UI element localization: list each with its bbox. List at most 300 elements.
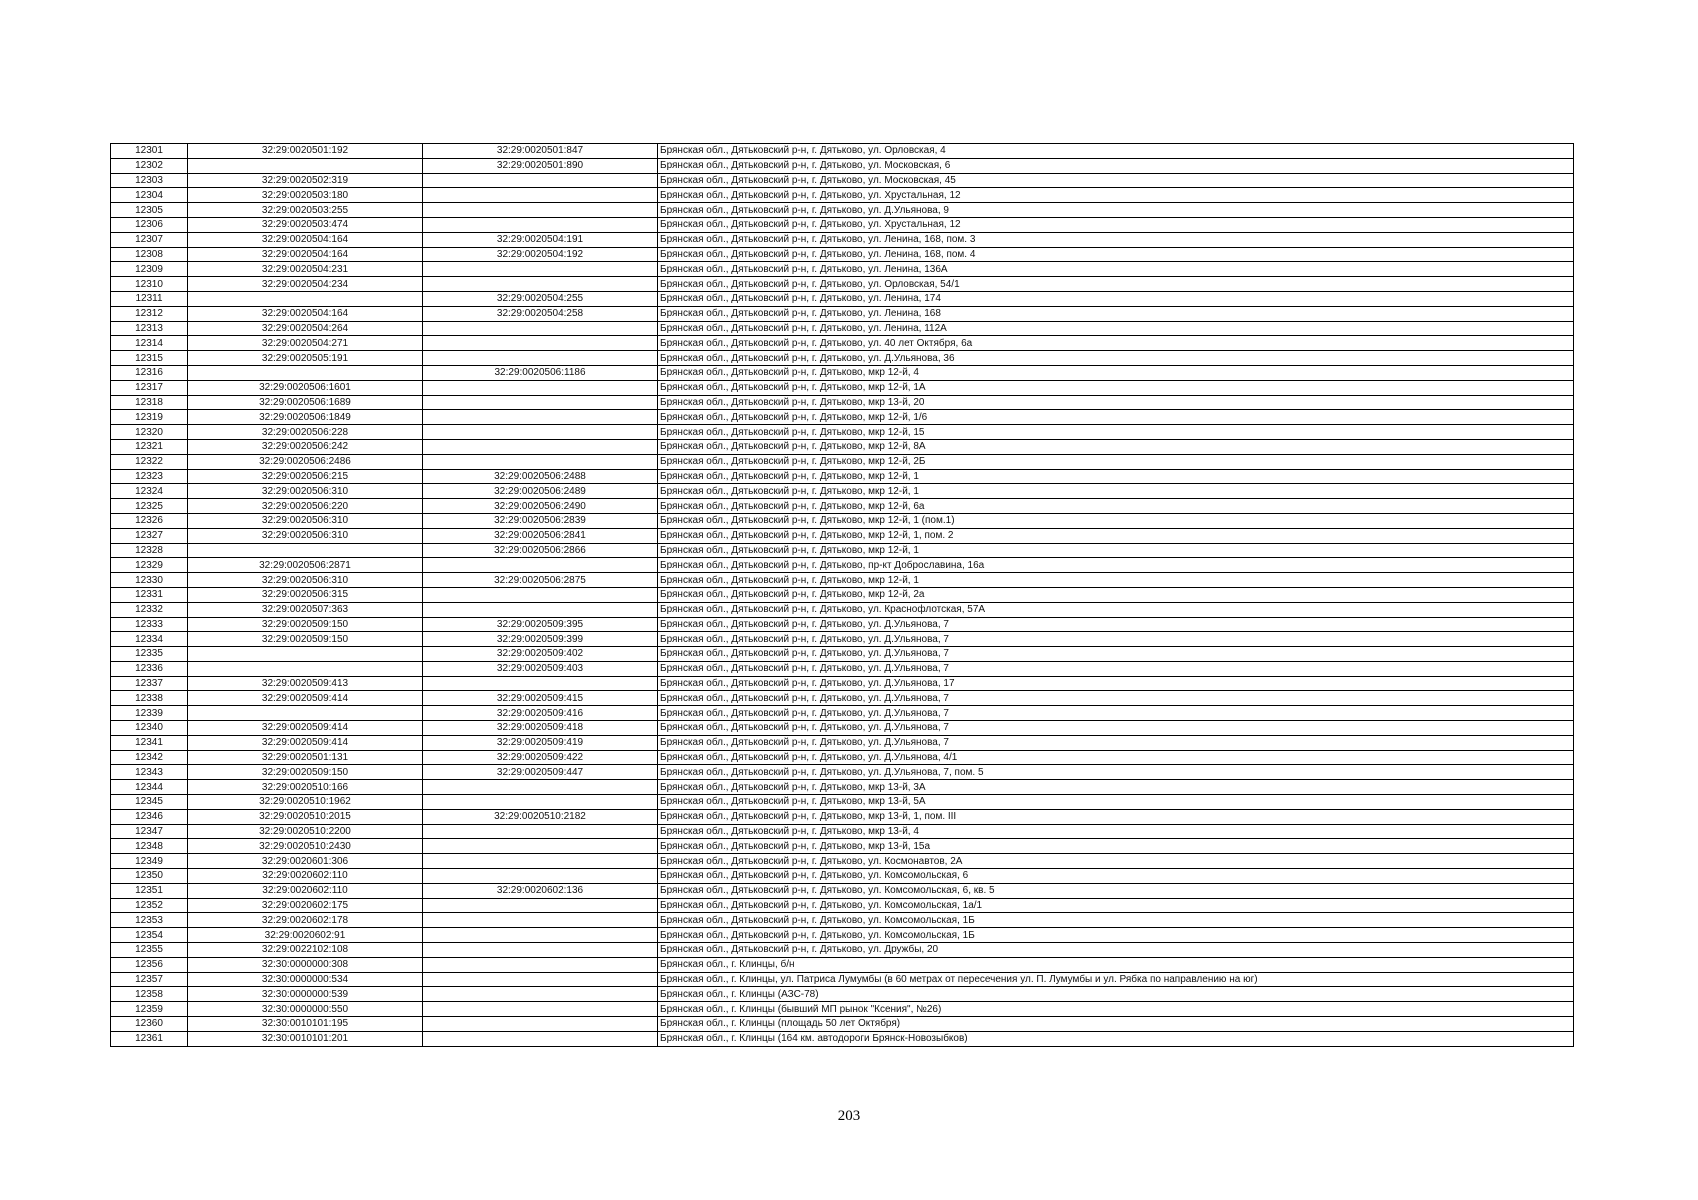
object-number-cell (423, 217, 658, 232)
object-number-cell (423, 854, 658, 869)
cadastral-number-cell: 32:29:0020506:310 (188, 573, 423, 588)
table-row (111, 573, 1574, 588)
address-cell: Брянская обл., Дятьковский р-н, г. Дятьково, ул. Хрустальная, 12 (658, 217, 1574, 232)
address-cell: Брянская обл., Дятьковский р-н, г. Дятьково, ул. Ленина, 168, пом. 3 (658, 232, 1574, 247)
row-number-cell: 12306 (111, 217, 188, 232)
row-number-cell: 12307 (111, 232, 188, 247)
table-row (111, 558, 1574, 573)
table-row (111, 262, 1574, 277)
row-number-cell: 12353 (111, 913, 188, 928)
address-cell: Брянская обл., Дятьковский р-н, г. Дятьково, ул. Д.Ульянова, 7 (658, 706, 1574, 721)
row-number-cell: 12329 (111, 558, 188, 573)
row-number-cell: 12334 (111, 632, 188, 647)
object-number-cell (423, 395, 658, 410)
object-number-cell: 32:29:0020509:416 (423, 706, 658, 721)
table-row (111, 647, 1574, 662)
address-cell: Брянская обл., Дятьковский р-н, г. Дятьково, мкр 13-й, 3А (658, 780, 1574, 795)
object-number-cell (423, 336, 658, 351)
table-row (111, 869, 1574, 884)
row-number-cell: 12359 (111, 1002, 188, 1017)
cadastral-number-cell: 32:29:0020602:110 (188, 883, 423, 898)
object-number-cell: 32:29:0020509:399 (423, 632, 658, 647)
table-row (111, 543, 1574, 558)
address-cell: Брянская обл., Дятьковский р-н, г. Дятьково, мкр 12-й, 6а (658, 499, 1574, 514)
cadastral-number-cell: 32:29:0020510:2430 (188, 839, 423, 854)
row-number-cell: 12351 (111, 883, 188, 898)
row-number-cell: 12304 (111, 188, 188, 203)
cadastral-number-cell: 32:29:0020504:164 (188, 247, 423, 262)
address-cell: Брянская обл., Дятьковский р-н, г. Дятьково, мкр 13-й, 5А (658, 795, 1574, 810)
cadastral-number-cell: 32:29:0020601:306 (188, 854, 423, 869)
object-number-cell (423, 203, 658, 218)
address-cell: Брянская обл., Дятьковский р-н, г. Дятьково, ул. Ленина, 174 (658, 291, 1574, 306)
object-number-cell: 32:29:0020504:258 (423, 306, 658, 321)
table-row (111, 499, 1574, 514)
table-row (111, 913, 1574, 928)
row-number-cell: 12317 (111, 380, 188, 395)
table-row (111, 528, 1574, 543)
object-number-cell (423, 454, 658, 469)
row-number-cell: 12348 (111, 839, 188, 854)
table-row (111, 721, 1574, 736)
row-number-cell: 12331 (111, 587, 188, 602)
table-row (111, 425, 1574, 440)
address-cell: Брянская обл., Дятьковский р-н, г. Дятьково, мкр 12-й, 1 (658, 543, 1574, 558)
row-number-cell: 12319 (111, 410, 188, 425)
row-number-cell: 12346 (111, 809, 188, 824)
address-cell: Брянская обл., Дятьковский р-н, г. Дятьково, ул. Ленина, 112А (658, 321, 1574, 336)
address-cell: Брянская обл., Дятьковский р-н, г. Дятьково, мкр 12-й, 1 (пом.1) (658, 513, 1574, 528)
table-row (111, 676, 1574, 691)
cadastral-number-cell (188, 647, 423, 662)
page-number: 203 (837, 1108, 861, 1124)
table-row (111, 380, 1574, 395)
address-cell: Брянская обл., Дятьковский р-н, г. Дятьково, ул. Комсомольская, 6 (658, 869, 1574, 884)
cadastral-number-cell: 32:29:0020506:310 (188, 528, 423, 543)
table-row (111, 809, 1574, 824)
registry-table-body (111, 144, 1574, 1047)
address-cell: Брянская обл., Дятьковский р-н, г. Дятьково, ул. Д.Ульянова, 7 (658, 691, 1574, 706)
row-number-cell: 12325 (111, 499, 188, 514)
address-cell: Брянская обл., Дятьковский р-н, г. Дятьково, мкр 12-й, 1 (658, 469, 1574, 484)
object-number-cell: 32:29:0020504:255 (423, 291, 658, 306)
object-number-cell (423, 321, 658, 336)
cadastral-number-cell: 32:29:0020509:150 (188, 617, 423, 632)
cadastral-number-cell: 32:30:0000000:539 (188, 987, 423, 1002)
cadastral-number-cell: 32:29:0020503:255 (188, 203, 423, 218)
object-number-cell: 32:29:0020509:403 (423, 661, 658, 676)
object-number-cell: 32:29:0020509:422 (423, 750, 658, 765)
row-number-cell: 12340 (111, 721, 188, 736)
object-number-cell (423, 173, 658, 188)
object-number-cell: 32:29:0020509:402 (423, 647, 658, 662)
object-number-cell: 32:29:0020506:2490 (423, 499, 658, 514)
address-cell: Брянская обл., Дятьковский р-н, г. Дятьково, ул. Ленина, 168 (658, 306, 1574, 321)
object-number-cell: 32:29:0020501:890 (423, 158, 658, 173)
object-number-cell (423, 262, 658, 277)
cadastral-number-cell: 32:30:0010101:201 (188, 1031, 423, 1046)
table-row (111, 765, 1574, 780)
row-number-cell: 12328 (111, 543, 188, 558)
object-number-cell: 32:29:0020509:447 (423, 765, 658, 780)
cadastral-number-cell: 32:29:0020509:413 (188, 676, 423, 691)
address-cell: Брянская обл., Дятьковский р-н, г. Дятьково, ул. Д.Ульянова, 7 (658, 661, 1574, 676)
object-number-cell (423, 913, 658, 928)
table-row (111, 203, 1574, 218)
table-row (111, 972, 1574, 987)
address-cell: Брянская обл., Дятьковский р-н, г. Дятьково, мкр 12-й, 8А (658, 439, 1574, 454)
cadastral-number-cell: 32:29:0022102:108 (188, 943, 423, 958)
address-cell: Брянская обл., Дятьковский р-н, г. Дятьково, ул. Д.Ульянова, 7 (658, 617, 1574, 632)
table-row (111, 943, 1574, 958)
object-number-cell (423, 1017, 658, 1032)
address-cell: Брянская обл., Дятьковский р-н, г. Дятьково, ул. Д.Ульянова, 7 (658, 647, 1574, 662)
cadastral-number-cell (188, 661, 423, 676)
row-number-cell: 12337 (111, 676, 188, 691)
cadastral-number-cell: 32:29:0020509:150 (188, 765, 423, 780)
table-row (111, 277, 1574, 292)
cadastral-number-cell: 32:29:0020506:242 (188, 439, 423, 454)
row-number-cell: 12313 (111, 321, 188, 336)
table-row (111, 173, 1574, 188)
cadastral-number-cell (188, 706, 423, 721)
cadastral-number-cell (188, 365, 423, 380)
object-number-cell (423, 1031, 658, 1046)
object-number-cell (423, 558, 658, 573)
row-number-cell: 12358 (111, 987, 188, 1002)
object-number-cell: 32:29:0020501:847 (423, 144, 658, 159)
row-number-cell: 12335 (111, 647, 188, 662)
row-number-cell: 12305 (111, 203, 188, 218)
address-cell: Брянская обл., г. Клинцы (АЗС-78) (658, 987, 1574, 1002)
table-row (111, 144, 1574, 159)
cadastral-number-cell: 32:29:0020602:91 (188, 928, 423, 943)
address-cell: Брянская обл., Дятьковский р-н, г. Дятьково, ул. Д.Ульянова, 36 (658, 351, 1574, 366)
row-number-cell: 12320 (111, 425, 188, 440)
table-row (111, 291, 1574, 306)
row-number-cell: 12316 (111, 365, 188, 380)
address-cell: Брянская обл., г. Клинцы (бывший МП рынок "Ксения", №26) (658, 1002, 1574, 1017)
object-number-cell: 32:29:0020504:191 (423, 232, 658, 247)
table-row (111, 987, 1574, 1002)
cadastral-number-cell: 32:29:0020506:310 (188, 513, 423, 528)
address-cell: Брянская обл., Дятьковский р-н, г. Дятьково, пр-кт Доброславина, 16а (658, 558, 1574, 573)
row-number-cell: 12327 (111, 528, 188, 543)
table-row (111, 750, 1574, 765)
address-cell: Брянская обл., г. Клинцы (площадь 50 лет Октября) (658, 1017, 1574, 1032)
object-number-cell (423, 943, 658, 958)
address-cell: Брянская обл., Дятьковский р-н, г. Дятьково, ул. Д.Ульянова, 7 (658, 735, 1574, 750)
cadastral-number-cell: 32:29:0020504:164 (188, 306, 423, 321)
address-cell: Брянская обл., г. Клинцы, ул. Патриса Лумумбы (в 60 метрах от пересечения ул. П. Лумумбы и ул. Рябка по направлению на юг) (658, 972, 1574, 987)
cadastral-number-cell (188, 291, 423, 306)
object-number-cell: 32:29:0020509:395 (423, 617, 658, 632)
cadastral-number-cell: 32:29:0020502:319 (188, 173, 423, 188)
address-cell: Брянская обл., Дятьковский р-н, г. Дятьково, мкр 12-й, 1 (658, 573, 1574, 588)
address-cell: Брянская обл., Дятьковский р-н, г. Дятьково, ул. Ленина, 168, пом. 4 (658, 247, 1574, 262)
row-number-cell: 12314 (111, 336, 188, 351)
row-number-cell: 12339 (111, 706, 188, 721)
row-number-cell: 12322 (111, 454, 188, 469)
row-number-cell: 12341 (111, 735, 188, 750)
address-cell: Брянская обл., Дятьковский р-н, г. Дятьково, ул. Дружбы, 20 (658, 943, 1574, 958)
cadastral-number-cell: 32:29:0020506:220 (188, 499, 423, 514)
address-cell: Брянская обл., Дятьковский р-н, г. Дятьково, мкр 12-й, 15 (658, 425, 1574, 440)
address-cell: Брянская обл., Дятьковский р-н, г. Дятьково, мкр 13-й, 15а (658, 839, 1574, 854)
object-number-cell (423, 277, 658, 292)
cadastral-number-cell: 32:29:0020503:180 (188, 188, 423, 203)
table-row (111, 587, 1574, 602)
object-number-cell (423, 780, 658, 795)
cadastral-number-cell: 32:29:0020506:1689 (188, 395, 423, 410)
row-number-cell: 12345 (111, 795, 188, 810)
cadastral-number-cell: 32:29:0020602:175 (188, 898, 423, 913)
address-cell: Брянская обл., Дятьковский р-н, г. Дятьково, ул. Д.Ульянова, 4/1 (658, 750, 1574, 765)
table-row (111, 454, 1574, 469)
row-number-cell: 12321 (111, 439, 188, 454)
cadastral-number-cell (188, 543, 423, 558)
object-number-cell: 32:29:0020506:2489 (423, 484, 658, 499)
table-row (111, 1017, 1574, 1032)
table-row (111, 247, 1574, 262)
cadastral-number-cell: 32:29:0020510:2200 (188, 824, 423, 839)
table-row (111, 188, 1574, 203)
cadastral-number-cell (188, 158, 423, 173)
address-cell: Брянская обл., Дятьковский р-н, г. Дятьково, ул. 40 лет Октября, 6а (658, 336, 1574, 351)
table-row (111, 365, 1574, 380)
row-number-cell: 12360 (111, 1017, 188, 1032)
table-row (111, 661, 1574, 676)
address-cell: Брянская обл., Дятьковский р-н, г. Дятьково, ул. Комсомольская, 1а/1 (658, 898, 1574, 913)
table-row (111, 824, 1574, 839)
cadastral-number-cell: 32:29:0020506:2486 (188, 454, 423, 469)
table-row (111, 898, 1574, 913)
address-cell: Брянская обл., г. Клинцы, б/н (658, 957, 1574, 972)
cadastral-number-cell: 32:30:0000000:550 (188, 1002, 423, 1017)
address-cell: Брянская обл., Дятьковский р-н, г. Дятьково, ул. Комсомольская, 6, кв. 5 (658, 883, 1574, 898)
address-cell: Брянская обл., Дятьковский р-н, г. Дятьково, ул. Д.Ульянова, 7, пом. 5 (658, 765, 1574, 780)
cadastral-number-cell: 32:30:0000000:534 (188, 972, 423, 987)
cadastral-number-cell: 32:29:0020506:315 (188, 587, 423, 602)
object-number-cell (423, 869, 658, 884)
address-cell: Брянская обл., Дятьковский р-н, г. Дятьково, ул. Московская, 45 (658, 173, 1574, 188)
object-number-cell (423, 439, 658, 454)
table-row (111, 321, 1574, 336)
table-row (111, 410, 1574, 425)
object-number-cell (423, 972, 658, 987)
address-cell: Брянская обл., Дятьковский р-н, г. Дятьково, мкр 12-й, 2а (658, 587, 1574, 602)
object-number-cell (423, 587, 658, 602)
row-number-cell: 12338 (111, 691, 188, 706)
table-row (111, 928, 1574, 943)
table-row (111, 602, 1574, 617)
table-row (111, 1002, 1574, 1017)
table-row (111, 513, 1574, 528)
object-number-cell (423, 898, 658, 913)
address-cell: Брянская обл., Дятьковский р-н, г. Дятьково, ул. Космонавтов, 2А (658, 854, 1574, 869)
row-number-cell: 12308 (111, 247, 188, 262)
cadastral-number-cell: 32:29:0020509:414 (188, 691, 423, 706)
table-row (111, 351, 1574, 366)
object-number-cell: 32:29:0020509:419 (423, 735, 658, 750)
row-number-cell: 12342 (111, 750, 188, 765)
row-number-cell: 12330 (111, 573, 188, 588)
table-row (111, 691, 1574, 706)
table-row (111, 839, 1574, 854)
table-row (111, 780, 1574, 795)
object-number-cell: 32:29:0020509:415 (423, 691, 658, 706)
row-number-cell: 12333 (111, 617, 188, 632)
cadastral-number-cell: 32:29:0020504:231 (188, 262, 423, 277)
row-number-cell: 12350 (111, 869, 188, 884)
object-number-cell: 32:29:0020506:2841 (423, 528, 658, 543)
object-number-cell (423, 795, 658, 810)
address-cell: Брянская обл., Дятьковский р-н, г. Дятьково, ул. Орловская, 54/1 (658, 277, 1574, 292)
table-row (111, 336, 1574, 351)
cadastral-number-cell: 32:29:0020506:2871 (188, 558, 423, 573)
address-cell: Брянская обл., Дятьковский р-н, г. Дятьково, ул. Краснофлотская, 57А (658, 602, 1574, 617)
object-number-cell (423, 380, 658, 395)
object-number-cell (423, 1002, 658, 1017)
address-cell: Брянская обл., Дятьковский р-н, г. Дятьково, мкр 12-й, 2Б (658, 454, 1574, 469)
address-cell: Брянская обл., Дятьковский р-н, г. Дятьково, мкр 12-й, 1, пом. 2 (658, 528, 1574, 543)
object-number-cell (423, 824, 658, 839)
address-cell: Брянская обл., Дятьковский р-н, г. Дятьково, мкр 13-й, 4 (658, 824, 1574, 839)
cadastral-number-cell: 32:29:0020506:1601 (188, 380, 423, 395)
cadastral-number-cell: 32:29:0020504:164 (188, 232, 423, 247)
cadastral-number-cell: 32:29:0020503:474 (188, 217, 423, 232)
address-cell: Брянская обл., Дятьковский р-н, г. Дятьково, мкр 12-й, 1 (658, 484, 1574, 499)
table-row (111, 1031, 1574, 1046)
row-number-cell: 12312 (111, 306, 188, 321)
row-number-cell: 12361 (111, 1031, 188, 1046)
row-number-cell: 12336 (111, 661, 188, 676)
row-number-cell: 12355 (111, 943, 188, 958)
row-number-cell: 12349 (111, 854, 188, 869)
cadastral-number-cell: 32:29:0020509:414 (188, 735, 423, 750)
table-row (111, 957, 1574, 972)
cadastral-number-cell: 32:30:0010101:195 (188, 1017, 423, 1032)
table-row (111, 617, 1574, 632)
row-number-cell: 12315 (111, 351, 188, 366)
row-number-cell: 12347 (111, 824, 188, 839)
cadastral-number-cell: 32:29:0020506:1849 (188, 410, 423, 425)
cadastral-number-cell: 32:29:0020505:191 (188, 351, 423, 366)
row-number-cell: 12352 (111, 898, 188, 913)
object-number-cell (423, 602, 658, 617)
cadastral-number-cell: 32:29:0020509:414 (188, 721, 423, 736)
row-number-cell: 12309 (111, 262, 188, 277)
address-cell: Брянская обл., Дятьковский р-н, г. Дятьково, ул. Д.Ульянова, 7 (658, 632, 1574, 647)
object-number-cell: 32:29:0020509:418 (423, 721, 658, 736)
address-cell: Брянская обл., Дятьковский р-н, г. Дятьково, ул. Орловская, 4 (658, 144, 1574, 159)
object-number-cell (423, 188, 658, 203)
cadastral-number-cell: 32:29:0020510:1962 (188, 795, 423, 810)
object-number-cell (423, 957, 658, 972)
cadastral-number-cell: 32:29:0020506:228 (188, 425, 423, 440)
object-number-cell: 32:29:0020506:1186 (423, 365, 658, 380)
table-row (111, 158, 1574, 173)
table-row (111, 706, 1574, 721)
cadastral-number-cell: 32:29:0020501:131 (188, 750, 423, 765)
object-number-cell: 32:29:0020602:136 (423, 883, 658, 898)
row-number-cell: 12310 (111, 277, 188, 292)
address-cell: Брянская обл., Дятьковский р-н, г. Дятьково, ул. Д.Ульянова, 9 (658, 203, 1574, 218)
table-row (111, 217, 1574, 232)
row-number-cell: 12354 (111, 928, 188, 943)
object-number-cell (423, 928, 658, 943)
cadastral-number-cell: 32:29:0020506:215 (188, 469, 423, 484)
table-row (111, 795, 1574, 810)
table-row (111, 232, 1574, 247)
row-number-cell: 12356 (111, 957, 188, 972)
cadastral-number-cell: 32:29:0020504:271 (188, 336, 423, 351)
row-number-cell: 12357 (111, 972, 188, 987)
cadastral-number-cell: 32:29:0020504:234 (188, 277, 423, 292)
cadastral-number-cell: 32:29:0020602:110 (188, 869, 423, 884)
table-row (111, 854, 1574, 869)
address-cell: Брянская обл., Дятьковский р-н, г. Дятьково, мкр 13-й, 1, пом. III (658, 809, 1574, 824)
address-cell: Брянская обл., Дятьковский р-н, г. Дятьково, мкр 12-й, 1/6 (658, 410, 1574, 425)
address-cell: Брянская обл., Дятьковский р-н, г. Дятьково, мкр 12-й, 1А (658, 380, 1574, 395)
object-number-cell: 32:29:0020506:2488 (423, 469, 658, 484)
cadastral-number-cell: 32:29:0020510:166 (188, 780, 423, 795)
address-cell: Брянская обл., Дятьковский р-н, г. Дятьково, мкр 12-й, 4 (658, 365, 1574, 380)
object-number-cell (423, 987, 658, 1002)
table-row (111, 469, 1574, 484)
table-row (111, 883, 1574, 898)
row-number-cell: 12302 (111, 158, 188, 173)
address-cell: Брянская обл., Дятьковский р-н, г. Дятьково, ул. Д.Ульянова, 17 (658, 676, 1574, 691)
object-number-cell: 32:29:0020504:192 (423, 247, 658, 262)
address-cell: Брянская обл., Дятьковский р-н, г. Дятьково, ул. Ленина, 136А (658, 262, 1574, 277)
address-cell: Брянская обл., г. Клинцы (164 км. автодороги Брянск-Новозыбков) (658, 1031, 1574, 1046)
row-number-cell: 12326 (111, 513, 188, 528)
object-number-cell: 32:29:0020510:2182 (423, 809, 658, 824)
row-number-cell: 12323 (111, 469, 188, 484)
object-number-cell (423, 676, 658, 691)
address-cell: Брянская обл., Дятьковский р-н, г. Дятьково, мкр 13-й, 20 (658, 395, 1574, 410)
table-row (111, 395, 1574, 410)
table-row (111, 632, 1574, 647)
object-number-cell: 32:29:0020506:2866 (423, 543, 658, 558)
object-number-cell (423, 425, 658, 440)
object-number-cell (423, 410, 658, 425)
address-cell: Брянская обл., Дятьковский р-н, г. Дятьково, ул. Комсомольская, 1Б (658, 928, 1574, 943)
row-number-cell: 12301 (111, 144, 188, 159)
table-row (111, 735, 1574, 750)
table-row (111, 439, 1574, 454)
row-number-cell: 12344 (111, 780, 188, 795)
row-number-cell: 12318 (111, 395, 188, 410)
object-number-cell (423, 839, 658, 854)
property-registry-table (110, 143, 1574, 1047)
cadastral-number-cell: 32:29:0020504:264 (188, 321, 423, 336)
table-row (111, 484, 1574, 499)
table-row (111, 306, 1574, 321)
row-number-cell: 12311 (111, 291, 188, 306)
address-cell: Брянская обл., Дятьковский р-н, г. Дятьково, ул. Комсомольская, 1Б (658, 913, 1574, 928)
cadastral-number-cell: 32:29:0020509:150 (188, 632, 423, 647)
object-number-cell: 32:29:0020506:2839 (423, 513, 658, 528)
address-cell: Брянская обл., Дятьковский р-н, г. Дятьково, ул. Хрустальная, 12 (658, 188, 1574, 203)
row-number-cell: 12343 (111, 765, 188, 780)
address-cell: Брянская обл., Дятьковский р-н, г. Дятьково, ул. Московская, 6 (658, 158, 1574, 173)
cadastral-number-cell: 32:29:0020506:310 (188, 484, 423, 499)
cadastral-number-cell: 32:29:0020507:363 (188, 602, 423, 617)
cadastral-number-cell: 32:29:0020602:178 (188, 913, 423, 928)
row-number-cell: 12303 (111, 173, 188, 188)
